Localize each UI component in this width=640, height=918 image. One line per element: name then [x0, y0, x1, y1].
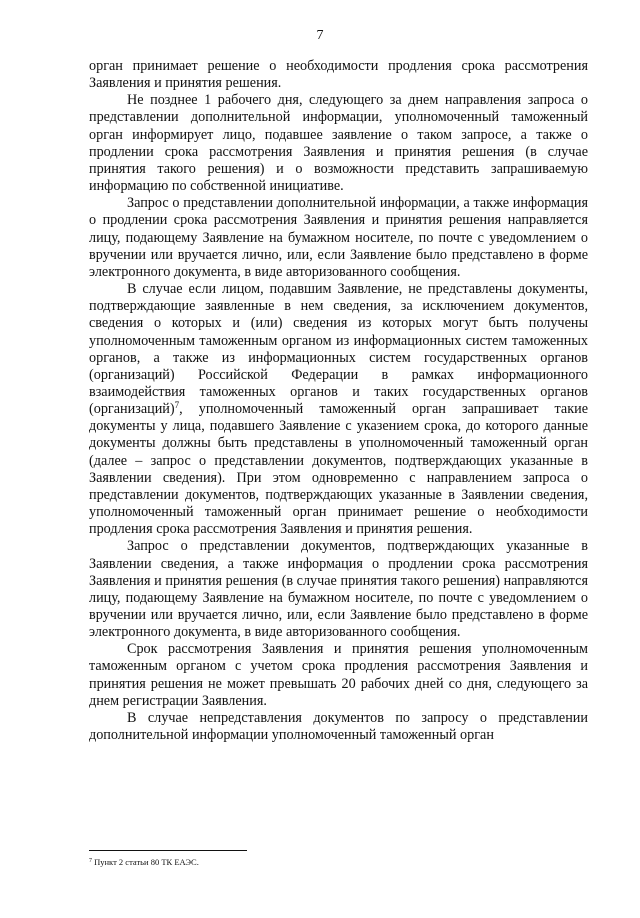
paragraph-6: Срок рассмотрения Заявления и принятия решения уполномоченным таможенным органом с учетом срока продления рассмотрения Заявления и принятия решения не может превышать 20 рабочих дней со дня, следующего за днем регистрации Заявления. — [89, 641, 588, 709]
paragraph-4 — [89, 281, 588, 538]
footnote-marker: 7 — [89, 858, 92, 864]
body-text — [89, 58, 588, 744]
footnote-text: Пункт 2 статьи 80 ТК ЕАЭС. — [92, 857, 199, 867]
paragraph-3: Запрос о представлении дополнительной информации, а также информация о продлении срока рассмотрения Заявления и принятия решения направляется лицу, подающему Заявление на бумажном носителе, по почте с уведомлением о вручении или вручается лично, или, если Заявление было представлено в форме электронного документа, в виде авторизованного сообщения. — [89, 195, 588, 280]
page-number: 7 — [316, 28, 324, 43]
paragraph-4-part-a: В случае если лицом, подавшим Заявление, не представлены документы, подтверждающие заявленные в нем сведения, за исключением документов, сведения о которых и (или) сведения из которых могут быть получены уполномоченным таможенным органом из информационных систем таможенных органов, а также из информационных систем государственных органов (организаций) Российской Федерации в рамках информационного взаимодействия таможенных органов и таких государственных органов (организаций) — [89, 281, 588, 418]
paragraph-1: орган принимает решение о необходимости продления срока рассмотрения Заявления и принятия решения. — [89, 58, 588, 92]
paragraph-5: Запрос о представлении документов, подтверждающих указанные в Заявлении сведения, а также информация о продлении срока рассмотрения Заявления и принятия решения (в случае принятия такого решения) направляются лицу, подающему Заявление на бумажном носителе, по почте с уведомлением о вручении или вручается лично, или, если Заявление было представлено в форме электронного документа, в виде авторизованного сообщения. — [89, 538, 588, 641]
paragraph-2: Не позднее 1 рабочего дня, следующего за днем направления запроса о представлении дополнительной информации, уполномоченный таможенный орган информирует лицо, подавшее заявление о таком запросе, а также о продлении срока рассмотрения Заявления и принятия решения (в случае принятия такого решения) и о возможности представить запрашиваемую информацию по собственной инициативе. — [89, 92, 588, 195]
footnote — [89, 857, 489, 868]
footnote-reference: 7 — [174, 400, 180, 411]
footnote-divider — [89, 850, 247, 851]
paragraph-4-part-b: , уполномоченный таможенный орган запрашивает такие документы у лица, подавшего Заявление с указением срока, до которого данные документы должны быть представлены в уполномоченный таможенный орган (далее – запрос о представлении документов, подтверждающих указанные в Заявлении сведения). При этом одновременно с направлением запроса о представлении документов, подтверждающих указанные в Заявлении сведения, уполномоченный таможенный орган принимает решение о необходимости продления срока рассмотрения Заявления и принятия решения. — [89, 401, 588, 538]
paragraph-7: В случае непредставления документов по запросу о представлении дополнительной информации уполномоченный таможенный орган — [89, 709, 588, 744]
